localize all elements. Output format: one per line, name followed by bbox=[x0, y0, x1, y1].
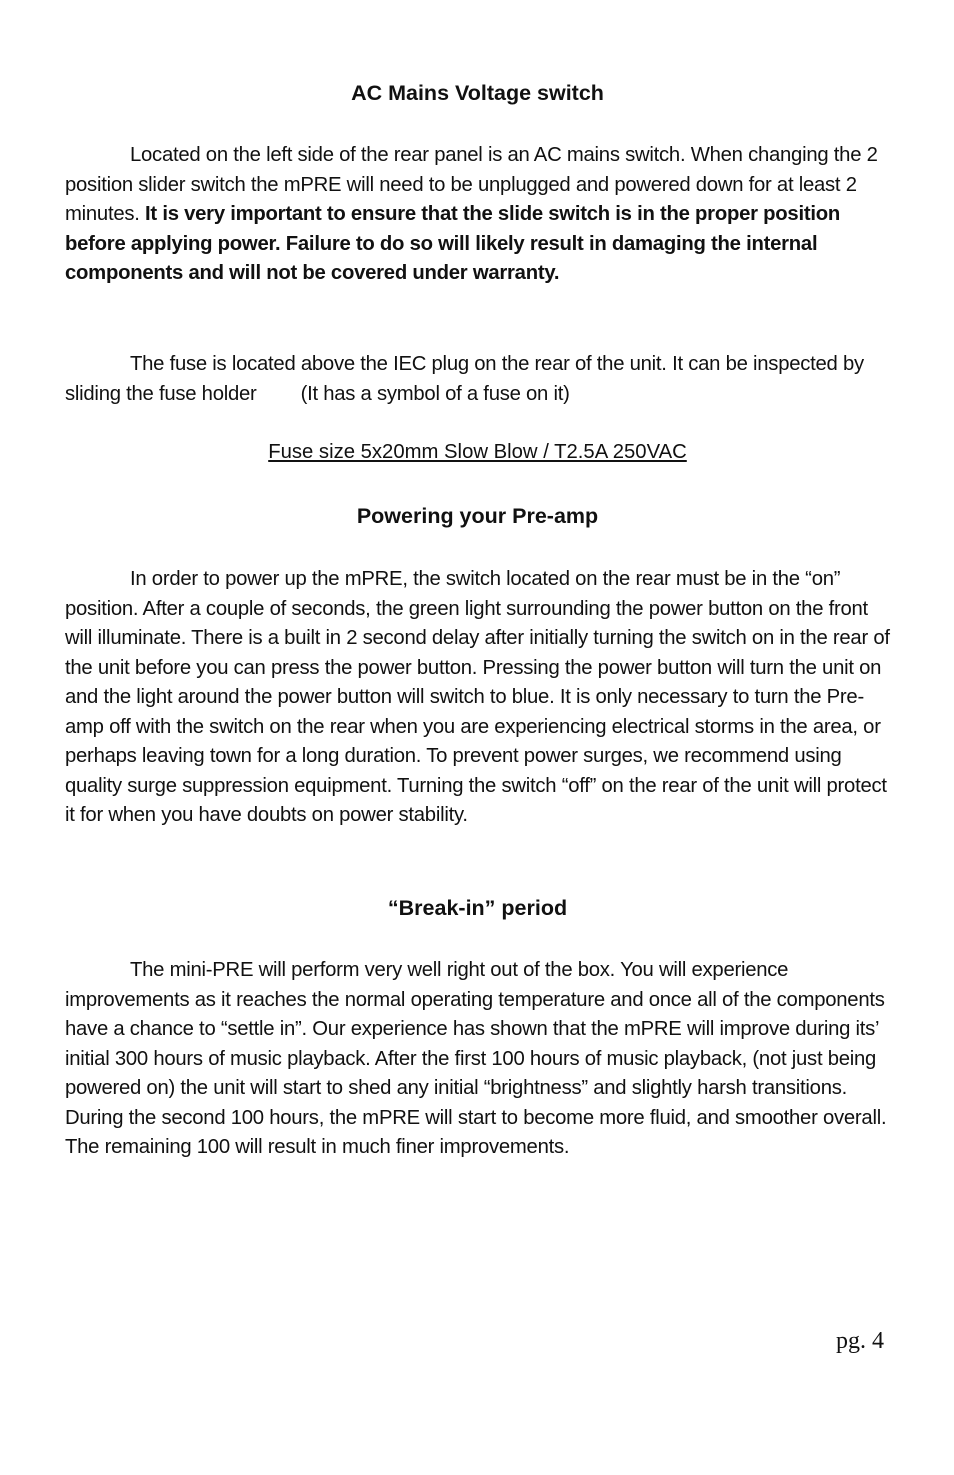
page-number: pg. 4 bbox=[836, 1328, 884, 1354]
paragraph-fuse-note: (It has a symbol of a fuse on it) bbox=[300, 382, 570, 405]
paragraph-powering: In order to power up the mPRE, the switch located on the rear must be in the “on” position. After a couple of seconds, the green light surrounding the power button on the front will illuminate. There is a built in 2 second delay after initially turning the switch on in the rear of the unit before you can press the power button. Pressing the power button will turn the unit on and the light around the power button will switch to blue. It is only necessary to turn the Pre-amp off with the switch on the rear when you are experiencing electrical storms in the area, or perhaps leaving town for a long duration. To prevent power surges, we recommend using quality surge suppression equipment. Turning the switch “off” on the rear of the unit will protect it for when you have doubts on power stability. bbox=[65, 568, 890, 826]
section-heading-ac-mains: AC Mains Voltage switch bbox=[351, 81, 604, 105]
section-heading-break-in: “Break-in” period bbox=[387, 896, 568, 920]
paragraph-ac-mains-normal: Located on the left side of the rear panel is an AC mains switch. When changing the 2 position slider switch the mPRE will need to be unplugged and powered down for at least 2 minutes. bbox=[65, 144, 878, 225]
paragraph-fuse-text: The fuse is located above the IEC plug on the rear of the unit. It can be inspected by sliding the fuse holder bbox=[65, 353, 864, 405]
paragraph-ac-mains-warning: It is very important to ensure that the slide switch is in the proper position before applying power. Failure to do so will likely result in damaging the internal components and will not be covered under warranty. bbox=[65, 203, 841, 284]
paragraph-ac-mains bbox=[65, 141, 890, 289]
section-heading-powering: Powering your Pre-amp bbox=[356, 504, 599, 528]
paragraph-break-in: The mini-PRE will perform very well right out of the box. You will experience improvements as it reaches the normal operating temperature and once all of the components have a chance to “settle in”. Our experience has shown that the mPRE will improve during its’ initial 300 hours of music playback. After the first 100 hours of music playback, (not just being powered on) the unit will start to shed any initial “brightness” and slightly harsh transitions. During the second 100 hours, the mPRE will start to become more fluid, and smoother overall. The remaining 100 will result in much finer improvements. bbox=[65, 959, 887, 1158]
paragraph-fuse bbox=[65, 350, 890, 409]
fuse-size-spec: Fuse size 5x20mm Slow Blow / T2.5A 250VAC bbox=[268, 441, 687, 463]
